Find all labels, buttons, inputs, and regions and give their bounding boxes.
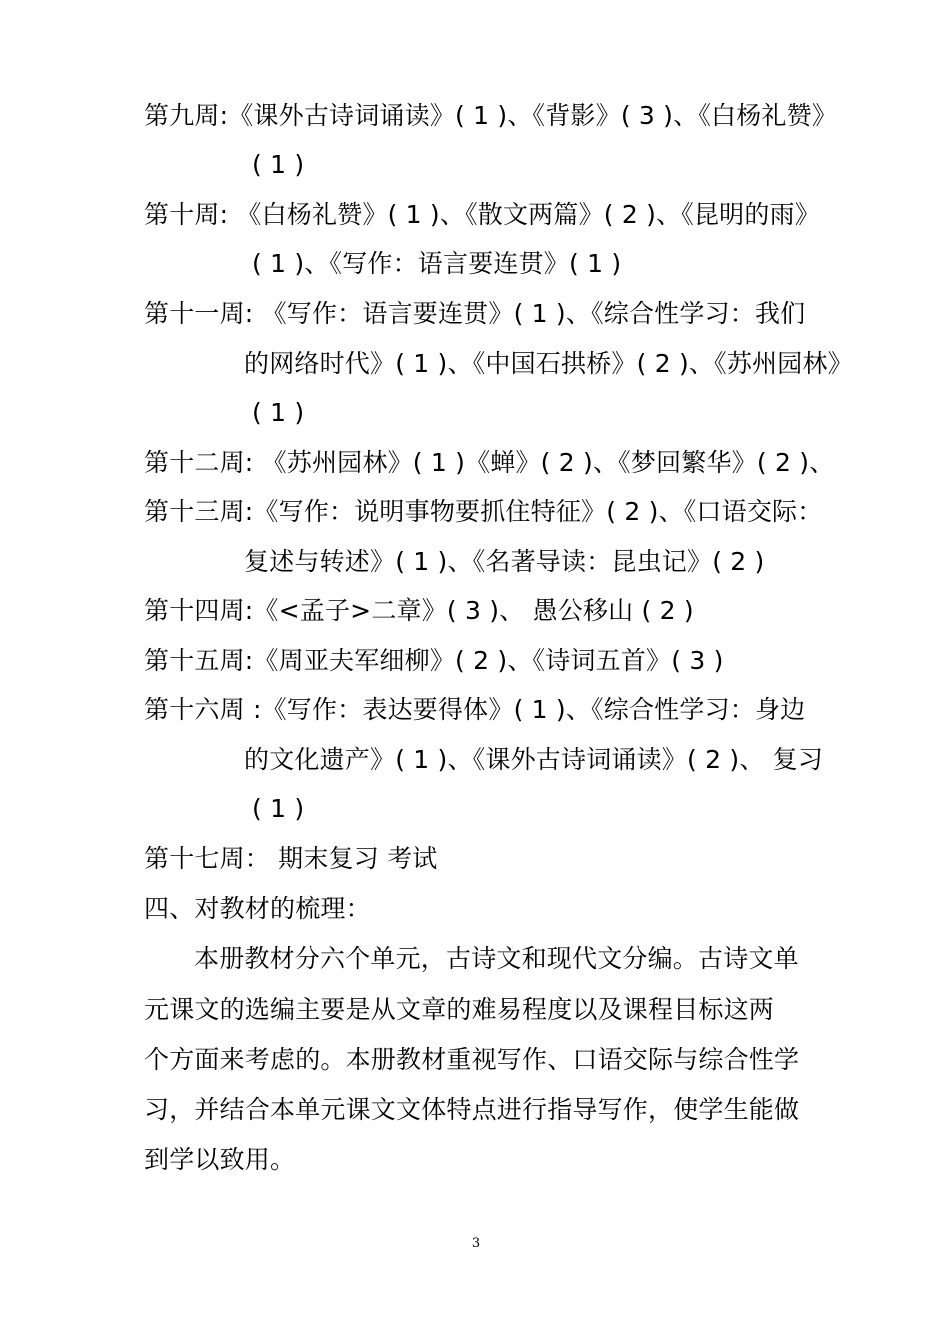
week16-line2: 的文化遗产》( 1 )、《课外古诗词诵读》( 2 )、 复习 [244, 745, 824, 774]
week9-line2: ( 1 ) [252, 150, 305, 179]
week13-line1: 第十三周:《写作：说明事物要抓住特征》( 2 )、《口语交际： [144, 497, 823, 526]
section4-heading: 四、对教材的梳理： [144, 894, 371, 923]
week11-line2: 的网络时代》( 1 )、《中国石拱桥》( 2 )、《苏州园林》 [244, 349, 853, 378]
week17-line1: 第十七周： 期末复习 考试 [144, 844, 438, 873]
section4-paragraph-line: 习，并结合本单元课文文体特点进行指导写作，使学生能做 [144, 1095, 800, 1124]
section4-paragraph-line: 本册教材分六个单元，古诗文和现代文分编。古诗文单 [194, 944, 799, 973]
section4-paragraph-line: 个方面来考虑的。本册教材重视写作、口语交际与综合性学 [144, 1045, 800, 1074]
week10-line1: 第十周: 《白杨礼赞》( 1 )、《散文两篇》( 2 )、《昆明的雨》 [144, 200, 820, 229]
week16-line1: 第十六周 :《写作：表达要得体》( 1 )、《综合性学习：身边 [144, 695, 806, 724]
week11-line1: 第十一周: 《写作：语言要连贯》( 1 )、《综合性学习：我们 [144, 299, 806, 328]
page-number: 3 [471, 1236, 481, 1251]
week16-line3: ( 1 ) [252, 794, 305, 823]
week11-line3: ( 1 ) [252, 398, 305, 427]
week10-line2: ( 1 )、《写作：语言要连贯》( 1 ) [252, 249, 622, 278]
section4-paragraph-line: 到学以致用。 [144, 1145, 296, 1174]
week15-line1: 第十五周:《周亚夫军细柳》( 2 )、《诗词五首》( 3 ) [144, 646, 724, 675]
week14-line1: 第十四周:《<孟子>二章》( 3 )、 愚公移山 ( 2 ) [144, 596, 694, 625]
section4-paragraph-line: 元课文的选编主要是从文章的难易程度以及课程目标这两 [144, 995, 775, 1024]
week12-line1: 第十二周: 《苏州园林》( 1 )《蝉》( 2 )、《梦回繁华》( 2 )、 [144, 448, 835, 477]
week13-line2: 复述与转述》( 1 )、《名著导读：昆虫记》( 2 ) [244, 547, 765, 576]
week9-line1: 第九周:《课外古诗词诵读》( 1 )、《背影》( 3 )、《白杨礼赞》 [144, 101, 838, 130]
